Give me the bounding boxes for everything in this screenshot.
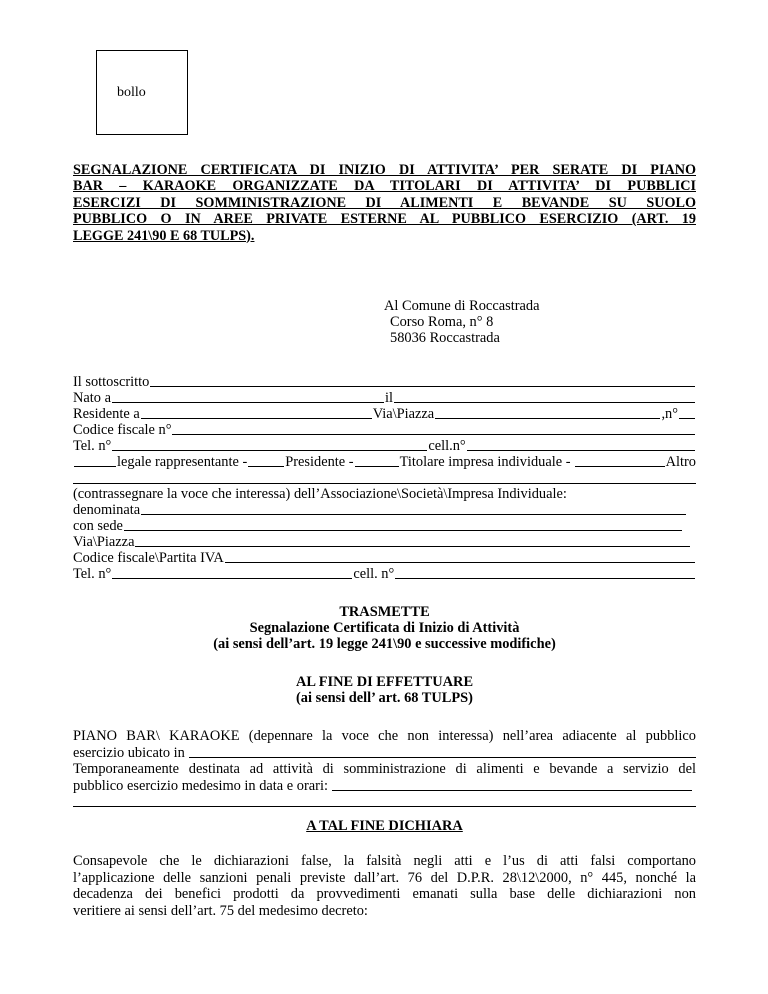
- paragraph-line: PIANO BAR\ KARAOKE (depennare la voce che non interessa) nell’area adiacente al pubblico: [73, 728, 696, 744]
- field-sottoscritto[interactable]: [73, 374, 696, 391]
- option-label: Presidente -: [285, 454, 354, 470]
- field-via-piazza[interactable]: [73, 534, 696, 551]
- paragraph-line: Consapevole che le dichiarazioni false, la falsità negli atti e l’us di atti falsi comportano: [73, 853, 696, 869]
- field-residente[interactable]: [73, 406, 696, 423]
- field-label: cell.n°: [428, 438, 466, 454]
- recipient-line: Corso Roma, n° 8: [390, 314, 494, 330]
- recipient-line: Al Comune di Roccastrada: [384, 298, 540, 314]
- consapevole-paragraph: [73, 853, 696, 919]
- dichiara-heading: A TAL FINE DICHIARA: [306, 818, 463, 834]
- title-line: SEGNALAZIONE CERTIFICATA DI INIZIO DI ATTIVITA’ PER SERATE DI PIANO: [73, 162, 696, 178]
- field-line[interactable]: [141, 502, 686, 515]
- field-line[interactable]: [435, 406, 660, 419]
- field-line[interactable]: [112, 438, 427, 451]
- option-label: legale rappresentante -: [117, 454, 248, 470]
- field-line[interactable]: [112, 566, 352, 579]
- title-line: LEGGE 241\90 E 68 TULPS).: [73, 227, 255, 244]
- title-line: PUBBLICO O IN AREE PRIVATE ESTERNE AL PUBBLICO ESERCIZIO (ART. 19: [73, 211, 696, 228]
- field-line[interactable]: [135, 534, 690, 547]
- field-line[interactable]: [150, 374, 695, 387]
- paragraph-line: veritiere ai sensi dell’art. 75 del medesimo decreto:: [73, 902, 368, 919]
- stamp-box: [96, 50, 188, 135]
- checkbox-line[interactable]: [355, 454, 399, 467]
- field-label: Via\Piazza: [372, 406, 435, 422]
- field-nato-a[interactable]: [73, 390, 696, 407]
- blank-line[interactable]: [73, 806, 696, 807]
- field-label: cell. n°: [353, 566, 395, 582]
- trasmette-heading: TRASMETTE: [339, 604, 430, 620]
- document-title: [73, 162, 696, 244]
- field-line[interactable]: [467, 438, 695, 451]
- option-label: Titolare impresa individuale -: [399, 454, 571, 470]
- field-line[interactable]: [189, 745, 696, 758]
- recipient-line: 58036 Roccastrada: [390, 330, 500, 346]
- piano-bar-paragraph: [73, 728, 696, 794]
- checkbox-line[interactable]: [248, 454, 284, 467]
- paragraph-line: decadenza dei benefici prodotti da provvedimenti emanati sulla base delle dichiarazioni non: [73, 886, 696, 902]
- field-role[interactable]: [73, 454, 696, 471]
- title-line: ESERCIZI DI SOMMINISTRAZIONE DI ALIMENTI E BEVANDE SU SUOLO: [73, 194, 696, 211]
- field-label: Via\Piazza: [73, 534, 135, 550]
- field-label: Codice fiscale n°: [73, 422, 172, 438]
- field-tel2[interactable]: [73, 566, 696, 583]
- field-con-sede[interactable]: [73, 518, 696, 535]
- field-line[interactable]: [679, 406, 695, 419]
- field-line[interactable]: [172, 422, 695, 435]
- field-line[interactable]: [124, 518, 682, 531]
- checkbox-line[interactable]: [74, 454, 116, 467]
- field-line[interactable]: [141, 406, 372, 419]
- option-label: Altro: [665, 454, 696, 470]
- field-label: denominata: [73, 502, 141, 518]
- contrassegnare-note: (contrassegnare la voce che interessa) dell’Associazione\Società\Impresa Individuale:: [73, 486, 567, 502]
- fine-reference: (ai sensi dell’ art. 68 TULPS): [296, 690, 473, 706]
- fine-heading: AL FINE DI EFFETTUARE: [295, 674, 474, 690]
- field-label: Residente a: [73, 406, 140, 422]
- field-line[interactable]: [332, 778, 692, 791]
- paragraph-line: l’applicazione delle sanzioni penali previste dall’art. 76 del D.P.R. 28\12\2000, n° 445, nonché la: [73, 869, 696, 886]
- field-label: Il sottoscritto: [73, 374, 150, 390]
- field-cf-iva[interactable]: [73, 550, 696, 567]
- field-label: Tel. n°: [73, 566, 112, 582]
- checkbox-line[interactable]: [575, 454, 665, 467]
- field-label: Tel. n°: [73, 438, 112, 454]
- field-label: il: [384, 390, 393, 406]
- field-line[interactable]: [394, 390, 695, 403]
- field-line[interactable]: [395, 566, 695, 579]
- field-line[interactable]: [225, 550, 695, 563]
- field-codice-fiscale[interactable]: [73, 422, 696, 439]
- trasmette-reference: (ai sensi dell’art. 19 legge 241\90 e successive modifiche): [213, 636, 556, 652]
- field-label: con sede: [73, 518, 123, 534]
- stamp-label: bollo: [117, 85, 146, 100]
- paragraph-line: Temporaneamente destinata ad attività di somministrazione di alimenti e bevande a servizio del: [73, 761, 696, 777]
- trasmette-subtitle: Segnalazione Certificata di Inizio di Attività: [249, 620, 520, 636]
- field-label: ,n°: [661, 406, 678, 422]
- field-line[interactable]: [112, 390, 384, 403]
- field-denominata[interactable]: [73, 502, 696, 519]
- title-line: BAR – KARAOKE ORGANIZZATE DA TITOLARI DI ATTIVITA’ DI PUBBLICI: [73, 178, 696, 195]
- field-tel[interactable]: [73, 438, 696, 455]
- field-label: Nato a: [73, 390, 111, 406]
- field-label: Codice fiscale\Partita IVA: [73, 550, 224, 566]
- paragraph-line: pubblico esercizio medesimo in data e orari:: [73, 778, 696, 795]
- blank-line[interactable]: [73, 483, 696, 484]
- paragraph-line: esercizio ubicato in: [73, 745, 696, 762]
